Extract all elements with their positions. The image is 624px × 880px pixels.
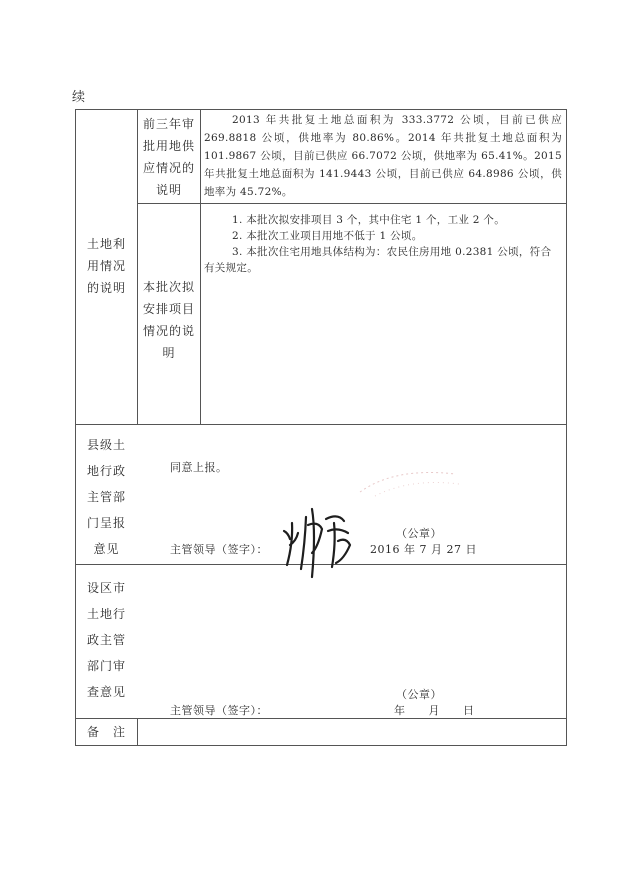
county-opinion: 同意上报。 [170,461,228,474]
plan-item: 2. 本批次工业项目用地不低于 1 公顷。 [232,230,423,242]
county-signer-label: 主管领导（签字）： [170,543,268,556]
supply-text: 2013 年共批复土地总面积为 333.3772 公顷，目前已供应 269.8818 公顷，供地率为 80.86%。2014 年共批复土地总面积为 101.9867 公顷，目前已供应 66.7072 公顷，供地率为 65.41%。2015 年共批复土地总面积为 141.9443 公顷，目前已供应 64.8986 公顷，供地率为 45.72%。 [204,114,562,198]
city-seal: （公章） [396,688,442,701]
county-date: 2016 年 7 月 27 日 [370,543,477,556]
continued-mark: 续 [72,90,87,105]
supply-label: 前三年审 批用地供 应情况的 说明 [142,117,195,197]
city-label: 设区市 土地行 政主管 部门审 查意见 [86,581,126,699]
plan-items [204,212,562,276]
plan-label: 本批次拟 安排项目 情况的说 明 [142,280,195,360]
plan-item: 3. 本批次住宅用地具体结构为：农民住房用地 0.2381 公顷，符合有关规定。 [204,246,552,274]
land-use-label: 土地利 用情况 的说明 [86,237,126,295]
plan-item: 1. 本批次拟安排项目 3 个，其中住宅 1 个，工业 2 个。 [232,214,506,226]
city-date: 年 月 日 [394,704,475,717]
remarks-label: 备 注 [86,725,126,739]
county-signature [278,503,360,581]
city-signer-label: 主管领导（签字）： [170,704,268,717]
faint-seal-mark [355,462,465,502]
county-seal: （公章） [396,527,442,540]
county-label: 县级土 地行政 主管部 门呈报 意见 [86,438,126,556]
